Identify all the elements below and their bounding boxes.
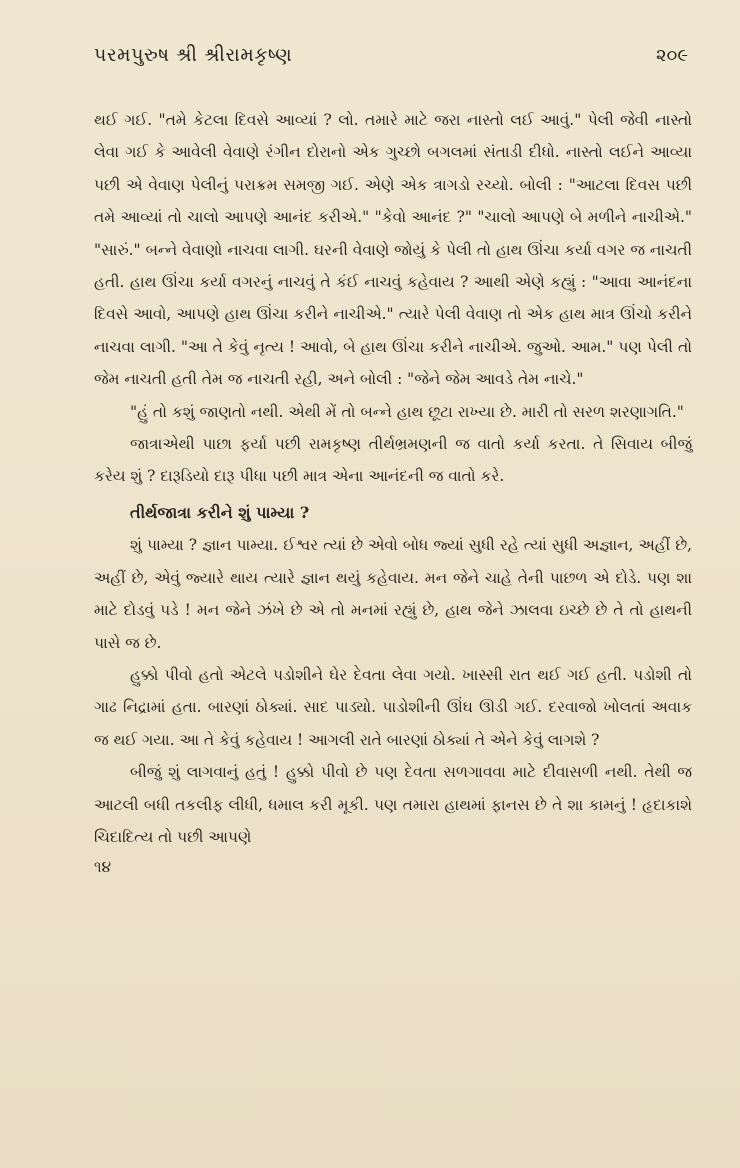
paragraph-2: "હું તો કશું જાણતો નથી. એથી મેં તો બન્ને હાથ છૂટા રાખ્યા છે. મારી તો સરળ શરણાગતિ.": [130, 402, 684, 421]
running-title: પરમપુરુષ શ્રી શ્રીરામકૃષ્ણ: [94, 44, 293, 66]
paragraph-4: શું પામ્યા ? જ્ઞાન પામ્યા. ઈશ્વર ત્યાં છે એવો બોધ જ્યાં સુધી રહે ત્યાં સુધી અજ્ઞાન, અહીં છે, અહીં છે, એવું જ્યારે થાય ત્યારે જ્ઞાન થયું કહેવાય. મન જેને ચાહે તેની પાછળ એ દોડે. પણ શા માટે દોડવું પડે ! મન જેને ઝંખે છે એ તો મનમાં રહ્યું છે, હાથ જેને ઝાલવા ઇચ્છે છે તે તો હાથની પાસે જ છે.: [94, 536, 692, 652]
paragraph-1: થઈ ગઈ. "તમે કેટલા દિવસે આવ્યાં ? લો. તમારે માટે જરા નાસ્તો લઈ આવું." પેલી જેવી નાસ્તો લેવા ગઈ કે આવેલી વેવાણે રંગીન દોરાનો એક ગુચ્છો બગલમાં સંતાડી દીધો. નાસ્તો લઈને આવ્યા પછી એ વેવાણ પેલીનું પરાક્રમ સમજી ગઈ. એણે એક ત્રાગડો રચ્યો. બોલી : "આટલા દિવસ પછી તમે આવ્યાં તો ચાલો આપણે આનંદ કરીએ." "કેવો આનંદ ?" "ચાલો આપણે બે મળીને નાચીએ." "સારું." બન્ને વેવાણો નાચવા લાગી. ઘરની વેવાણે જોયું કે પેલી તો હાથ ઊંચા કર્યા વગર જ નાચતી હતી. હાથ ઊંચા કર્યા વગરનું નાચવું તે કંઈ નાચવું કહેવાય ? આથી એણે કહ્યું : "આવા આનંદના દિવસે આવો, આપણે હાથ ઊંચા કરીને નાચીએ." ત્યારે પેલી વેવાણ તો એક હાથ માત્ર ઊંચો કરીને નાચવા લાગી. "આ તે કેવું નૃત્ય ! આવો, બે હાથ ઊંચા કરીને નાચીએ. જુઓ. આમ." પણ પેલી તો જેમ નાચતી હતી તેમ જ નાચતી રહી, અને બોલી : "જેને જેમ આવડે તેમ નાચે.": [94, 111, 692, 389]
body-text: [94, 104, 692, 879]
page-number: ૨૦૯: [655, 45, 688, 66]
running-header: [94, 44, 692, 80]
paragraph-6: બીજું શું લાગવાનું હતું ! હુક્કો પીવો છે પણ દેવતા સળગાવવા માટે દીવાસળી નથી. તેથી જ આટલી બધી તકલીફ લીધી, ધમાલ કરી મૂકી. પણ તમારા હાથમાં ફાનસ છે તે શા કામનું ! હૃદાકાશે ચિદાદિત્ય તો પછી આપણે: [94, 763, 692, 846]
paragraph-5: હુક્કો પીવો હતો એટલે પડોશીને ઘેર દેવતા લેવા ગયો. ખાસ્સી રાત થઈ ગઈ હતી. પડોશી તો ગાઢ નિદ્રામાં હતા. બારણાં ઠોક્યાં. સાદ પાડ્યો. પાડોશીની ઊંઘ ઊડી ગઈ. દરવાજો ખોલતાં અવાક જ થઈ ગયા. આ તે કેવું કહેવાય ! આગલી રાતે બારણાં ઠોક્યાં તે એને કેવું લાગશે ?: [94, 665, 692, 749]
signature-mark: ૧૪: [94, 858, 112, 877]
section-heading: તીર્થજાત્રા કરીને શું પામ્યા ?: [130, 502, 310, 522]
paragraph-3: જાત્રાએથી પાછા ફર્યા પછી રામકૃષ્ણ તીર્થભ્રમણની જ વાતો કર્યા કરતા. તે સિવાય બીજું કરેય શું ? દારૂડિયો દારૂ પીધા પછી માત્ર એના આનંદની જ વાતો કરે.: [94, 435, 692, 486]
